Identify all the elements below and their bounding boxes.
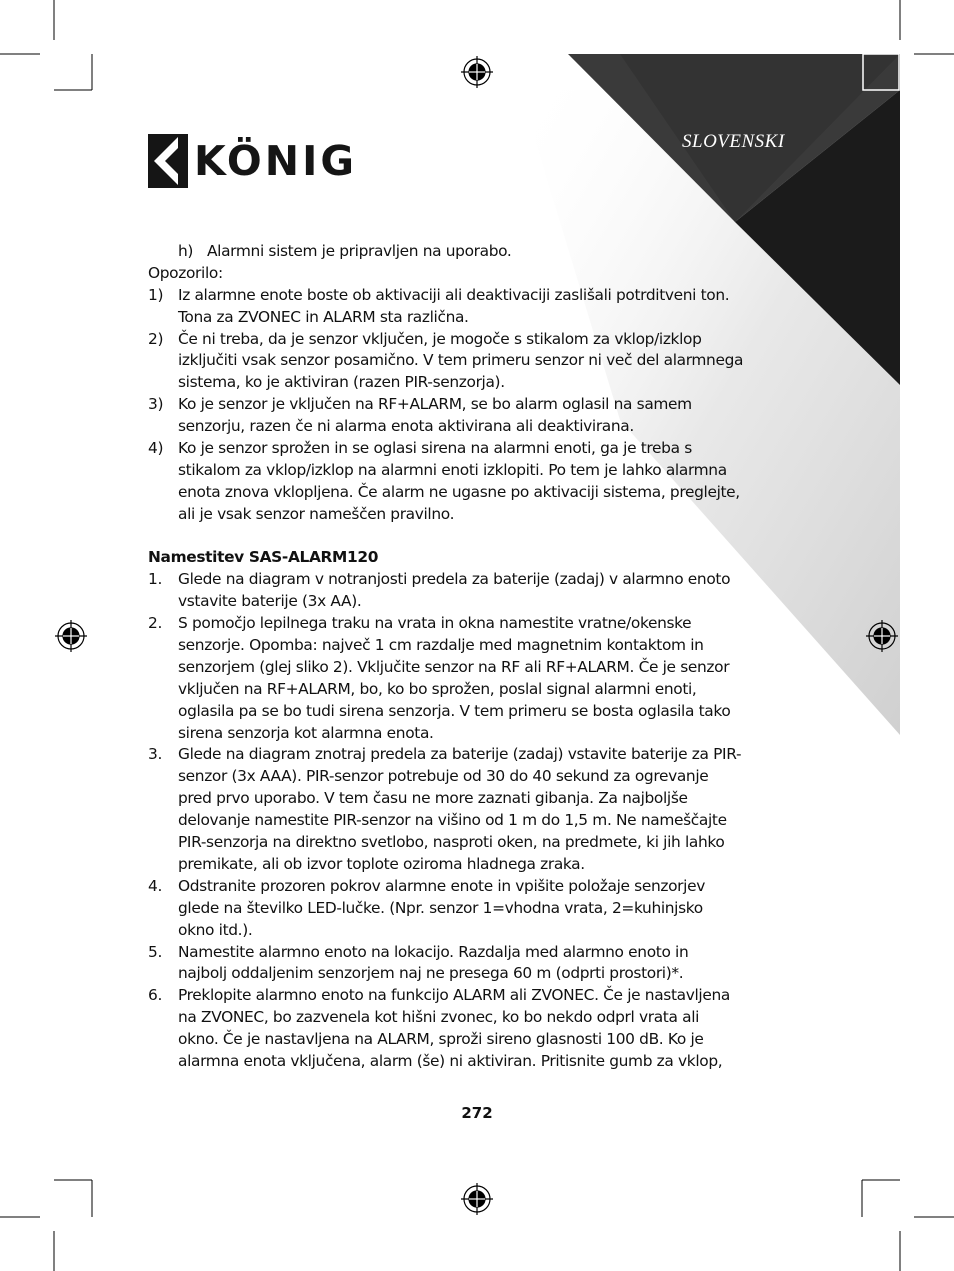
step-line: Odstranite prozoren pokrov alarmne enote in vpišite položaje senzorjev [178, 876, 705, 895]
step-text [178, 942, 754, 986]
warning-number: 2) [148, 329, 164, 348]
step-line: pred prvo uporabo. V tem času ne more zaznati gibanja. Za najboljše [178, 789, 688, 808]
warning-line: sistema, ko je aktiviran (razen PIR-senzorja). [178, 373, 505, 392]
warning-line: izključiti vsak senzor posamično. V tem primeru senzor ni več del alarmnega [178, 351, 744, 370]
step-item [148, 744, 754, 875]
brand-name: KÖNIG [194, 136, 358, 185]
step-line: premikate, ali ob izvor toplote oziroma hladnega zraka. [178, 854, 585, 873]
warning-text [178, 329, 754, 395]
step-number: 3. [148, 745, 162, 764]
warning-text [178, 394, 754, 438]
step-line: na ZVONEC, bo zazvenela kot hišni zvonec, ko bo nekdo odprl vrata ali [178, 1008, 700, 1027]
warning-number: 4) [148, 439, 164, 458]
page-number: 272 [461, 1104, 493, 1122]
warning-item [148, 394, 754, 438]
konig-logo-icon [148, 134, 188, 188]
brand-logo [148, 134, 357, 188]
warning-line: ali je vsak senzor nameščen pravilno. [178, 504, 455, 523]
step-line: glede na številko LED-lučke. (Npr. senzor 1=vhodna vrata, 2=kuhinjsko [178, 898, 703, 917]
paragraph-gap [148, 526, 754, 548]
warning-line: stikalom za vklop/izklop na alarmni enoti izklopiti. Po tem je lahko alarmna [178, 460, 727, 479]
warning-line: Iz alarmne enote boste ob aktivaciji ali deaktivaciji zaslišali potrditveni ton. [178, 285, 730, 304]
warning-line: Ko je senzor sprožen in se oglasi sirena na alarmni enoti, ga je treba s [178, 439, 692, 458]
step-line: sirena senzorja kot alarmna enota. [178, 723, 434, 742]
warning-number: 3) [148, 395, 164, 414]
step-item [148, 876, 754, 942]
warning-label: Opozorilo: [148, 263, 223, 282]
step-line: vključen na RF+ALARM, bo, ko bo sprožen, poslal signal alarmni enoti, [178, 679, 697, 698]
language-label: SLOVENSKI [682, 131, 785, 152]
step-number: 5. [148, 942, 162, 961]
step-line: delovanje namestite PIR-senzor na višino od 1 m do 1,5 m. Ne nameščajte [178, 811, 727, 830]
step-item [148, 613, 754, 744]
intro-item-label: h) [178, 242, 194, 260]
step-line: senzorjem (glej sliko 2). Vključite senzor na RF ali RF+ALARM. Če je senzor [178, 657, 730, 676]
step-line: Glede na diagram znotraj predela za baterije (zadaj) vstavite baterije za PIR- [178, 745, 742, 764]
step-item [148, 942, 754, 986]
warning-line: enota znova vklopljena. Če alarm ne ugasne po aktivaciji sistema, preglejte, [178, 482, 740, 501]
step-text [178, 876, 754, 942]
step-line: okno. Če je nastavljena na ALARM, sproži sireno glasnosti 100 dB. Ko je [178, 1030, 704, 1049]
step-text [178, 744, 754, 875]
step-text [178, 985, 754, 1073]
step-line: senzor (3x AAA). PIR-senzor potrebuje od 30 do 40 sekund za ogrevanje [178, 767, 709, 786]
step-line: alarmna enota vključena, alarm (še) ni aktiviran. Pritisnite gumb za vklop, [178, 1051, 723, 1070]
warning-item [148, 438, 754, 526]
warning-text [178, 438, 754, 526]
step-line: Glede na diagram v notranjosti predela za baterije (zadaj) v alarmno enoto [178, 570, 731, 589]
step-number: 1. [148, 570, 162, 589]
section-title: Namestitev SAS-ALARM120 [148, 548, 379, 567]
warning-line: Tona za ZVONEC in ALARM sta različna. [178, 307, 469, 326]
step-line: Namestite alarmno enoto na lokacijo. Razdalja med alarmno enoto in [178, 942, 689, 961]
step-line: Preklopite alarmno enoto na funkcijo ALARM ali ZVONEC. Če je nastavljena [178, 986, 730, 1005]
step-line: okno itd.). [178, 920, 253, 939]
step-line: senzorje. Opomba: največ 1 cm razdalje med magnetnim kontaktom in [178, 636, 704, 655]
warning-number: 1) [148, 285, 164, 304]
step-line: vstavite baterije (3x AA). [178, 592, 362, 611]
warning-line: Če ni treba, da je senzor vključen, je mogoče s stikalom za vklop/izklop [178, 329, 702, 348]
step-item [148, 569, 754, 613]
step-item [148, 985, 754, 1073]
warning-line: Ko je senzor je vključen na RF+ALARM, se bo alarm oglasil na samem [178, 395, 692, 414]
step-text [178, 613, 754, 744]
step-line: S pomočjo lepilnega traku na vrata in okna namestite vratne/okenske [178, 614, 692, 633]
intro-item-text: Alarmni sistem je pripravljen na uporabo. [207, 242, 512, 260]
step-line: oglasila pa se bo tudi sirena senzorja. V tem primeru se bosta oglasila tako [178, 701, 731, 720]
step-number: 6. [148, 986, 162, 1005]
warning-item [148, 329, 754, 395]
manual-body [148, 241, 754, 1073]
warning-text [178, 285, 754, 329]
step-text [178, 569, 754, 613]
step-line: najbolj oddaljenim senzorjem naj ne presega 60 m (odprti prostori)*. [178, 964, 684, 983]
step-line: PIR-senzorja na direktno svetlobo, nasproti oken, na predmete, ki jih lahko [178, 833, 725, 852]
step-number: 2. [148, 614, 162, 633]
warning-item [148, 285, 754, 329]
warning-line: senzorju, razen če ni alarma enota aktivirana ali deaktivirana. [178, 417, 634, 436]
intro-item [148, 241, 754, 263]
step-number: 4. [148, 876, 162, 895]
